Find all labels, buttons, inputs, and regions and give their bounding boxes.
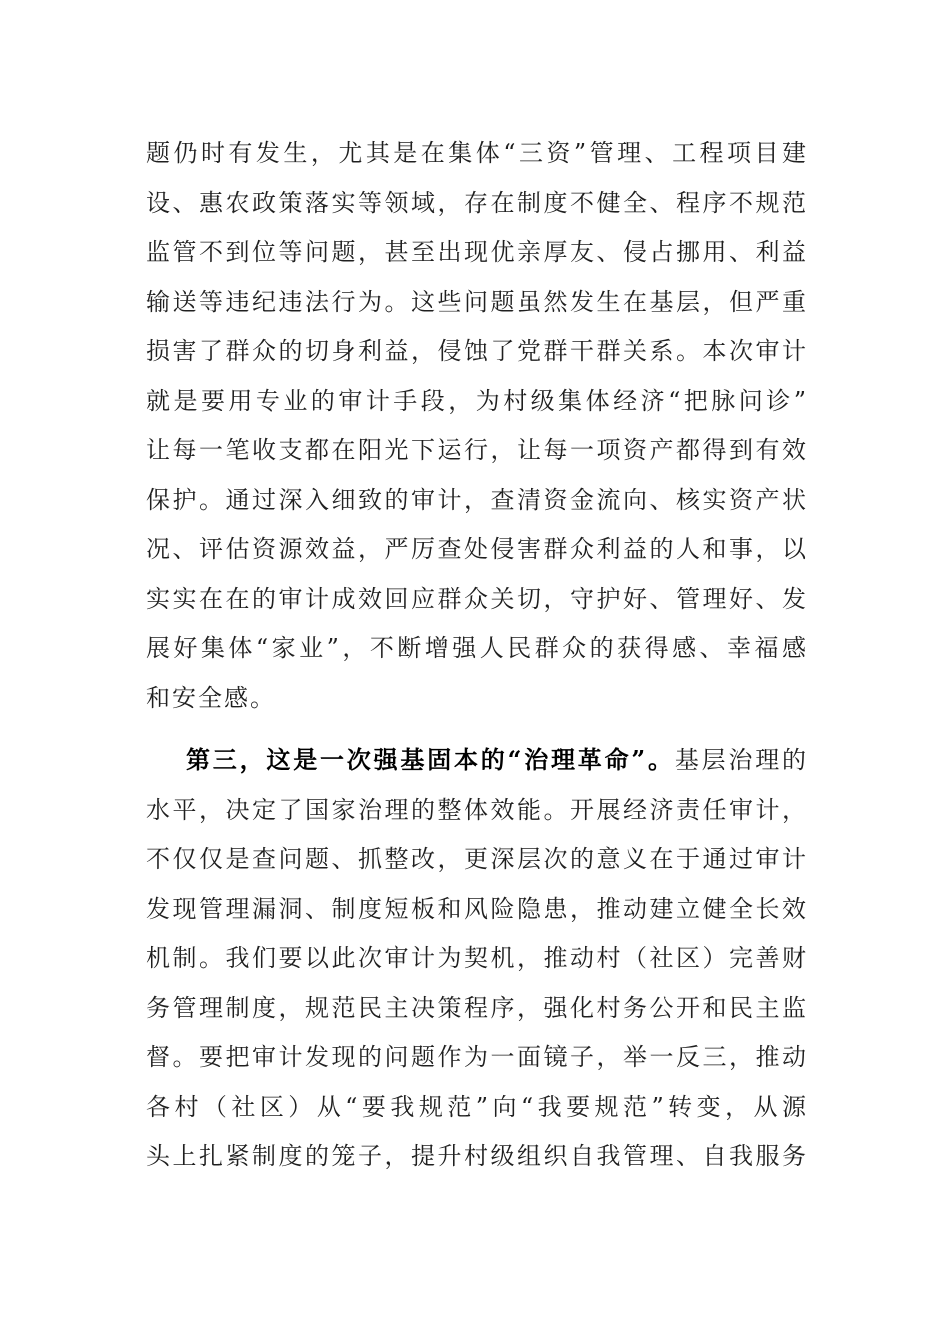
paragraph-line: 头上扎紧制度的笼子，提升村级组织自我管理、自我服务 [146, 1142, 806, 1170]
paragraph-line: 实实在在的审计成效回应群众关切，守护好、管理好、发 [146, 585, 806, 613]
paragraph-line: 损害了群众的切身利益，侵蚀了党群干群关系。本次审计 [146, 337, 806, 365]
paragraph-line: 机制。我们要以此次审计为契机，推动村（社区）完善财 [146, 944, 806, 972]
paragraph-line: 监管不到位等问题，甚至出现优亲厚友、侵占挪用、利益 [146, 238, 806, 266]
paragraph-first-line [186, 740, 806, 780]
paragraph-line: 各村（社区）从“要我规范”向“我要规范”转变，从源 [146, 1093, 806, 1121]
paragraph-line: 题仍时有发生，尤其是在集体“三资”管理、工程项目建 [146, 139, 806, 167]
paragraph-line: 不仅仅是查问题、抓整改，更深层次的意义在于通过审计 [146, 845, 806, 873]
paragraph-line: 督。要把审计发现的问题作为一面镜子，举一反三，推动 [146, 1043, 806, 1071]
paragraph-line: 让每一笔收支都在阳光下运行，让每一项资产都得到有效 [146, 436, 806, 464]
paragraph-line: 就是要用专业的审计手段，为村级集体经济“把脉问诊” [146, 387, 806, 415]
paragraph-line: 发现管理漏洞、制度短板和风险隐患，推动建立健全长效 [146, 895, 806, 923]
paragraph-line: 和安全感。 [146, 684, 276, 712]
paragraph-line: 况、评估资源效益，严厉查处侵害群众利益的人和事，以 [146, 535, 806, 563]
section-heading: 第三，这是一次强基固本的“治理革命”。 [186, 745, 675, 774]
paragraph-line-rest: 基层治理的 [674, 746, 806, 774]
paragraph-line: 务管理制度，规范民主决策程序，强化村务公开和民主监 [146, 994, 806, 1022]
paragraph-line: 展好集体“家业”，不断增强人民群众的获得感、幸福感 [146, 634, 806, 662]
paragraph-line: 设、惠农政策落实等领域，存在制度不健全、程序不规范 [146, 189, 806, 217]
paragraph-line: 水平，决定了国家治理的整体效能。开展经济责任审计， [146, 796, 806, 824]
paragraph-line: 输送等违纪违法行为。这些问题虽然发生在基层，但严重 [146, 288, 806, 316]
paragraph-line: 保护。通过深入细致的审计，查清资金流向、核实资产状 [146, 486, 806, 514]
